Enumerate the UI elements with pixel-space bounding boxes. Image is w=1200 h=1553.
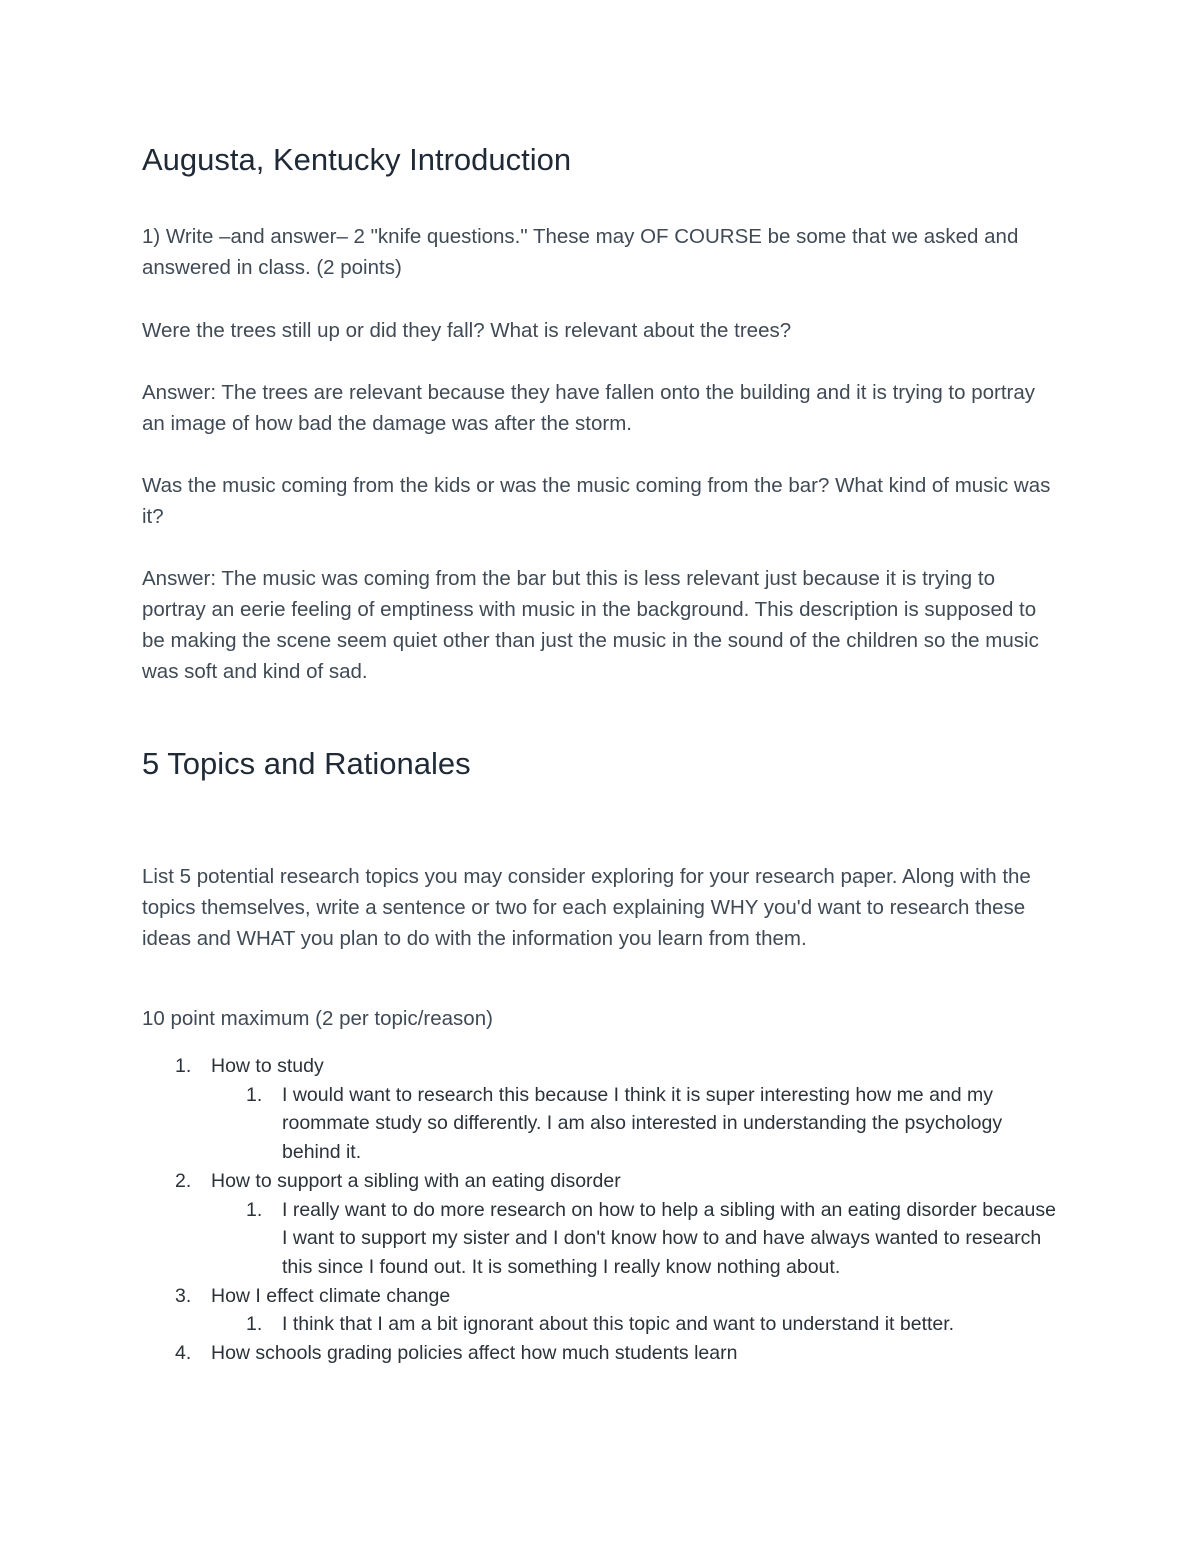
topic-reason: I think that I am a bit ignorant about this topic and want to understand it better.	[282, 1313, 955, 1336]
topic-title: How to support a sibling with an eating disorder	[211, 1169, 621, 1192]
list-item	[142, 1052, 1062, 1081]
sub-list-number: 1.	[246, 1198, 263, 1221]
topic-title: How to study	[211, 1055, 324, 1077]
list-number: 3.	[175, 1284, 192, 1307]
list-item	[142, 1167, 1062, 1196]
answer-2: Answer: The music was coming from the bar but this is less relevant just because it is trying to portray an eerie feeling of emptiness with music in the background. This description is supposed to be making the scene seem quiet other than just the music in the sound of the children so the music was soft and kind of sad.	[142, 567, 1039, 683]
list-item	[142, 1282, 1062, 1311]
points-note: 10 point maximum (2 per topic/reason)	[142, 1007, 493, 1030]
topic-title: How I effect climate change	[211, 1284, 451, 1307]
question-1: Were the trees still up or did they fall? What is relevant about the trees?	[142, 319, 792, 342]
topics-list	[142, 1052, 1062, 1368]
topic-reason: I would want to research this because I think it is super interesting how me and my roommate study so differently. I am also interested in understanding the psychology behind it.	[282, 1083, 1003, 1164]
list-item	[142, 1339, 1062, 1368]
answer-1: Answer: The trees are relevant because they have fallen onto the building and it is trying to portray an image of how bad the damage was after the storm.	[142, 381, 1036, 435]
assignment-prompt: 1) Write –and answer– 2 "knife questions." These may OF COURSE be some that we asked and answered in class. (2 points)	[142, 225, 1019, 279]
sub-list-number: 1.	[246, 1083, 263, 1106]
list-number: 2.	[175, 1169, 192, 1192]
sub-list-item	[142, 1310, 1062, 1339]
sub-list-item	[142, 1196, 1062, 1282]
question-2: Was the music coming from the kids or was the music coming from the bar? What kind of music was it?	[142, 474, 1051, 528]
topics-instructions: List 5 potential research topics you may consider exploring for your research paper. Along with the topics themselves, write a sentence or two for each explaining WHY you'd want to research these ideas and WHAT you plan to do with the information you learn from them.	[142, 865, 1031, 950]
section-heading-topics: 5 Topics and Rationales	[142, 746, 471, 781]
list-number: 4.	[175, 1342, 192, 1365]
sub-list-item	[142, 1081, 1062, 1167]
topic-title: How schools grading policies affect how much students learn	[211, 1342, 738, 1365]
sub-list-number: 1.	[246, 1313, 263, 1336]
topic-reason: I really want to do more research on how to help a sibling with an eating disorder because I want to support my sister and I don't know how to and have always wanted to research this since I found out. It is something I really know nothing about.	[282, 1198, 1056, 1278]
list-number: 1.	[175, 1055, 192, 1077]
section-heading-introduction: Augusta, Kentucky Introduction	[142, 142, 572, 177]
